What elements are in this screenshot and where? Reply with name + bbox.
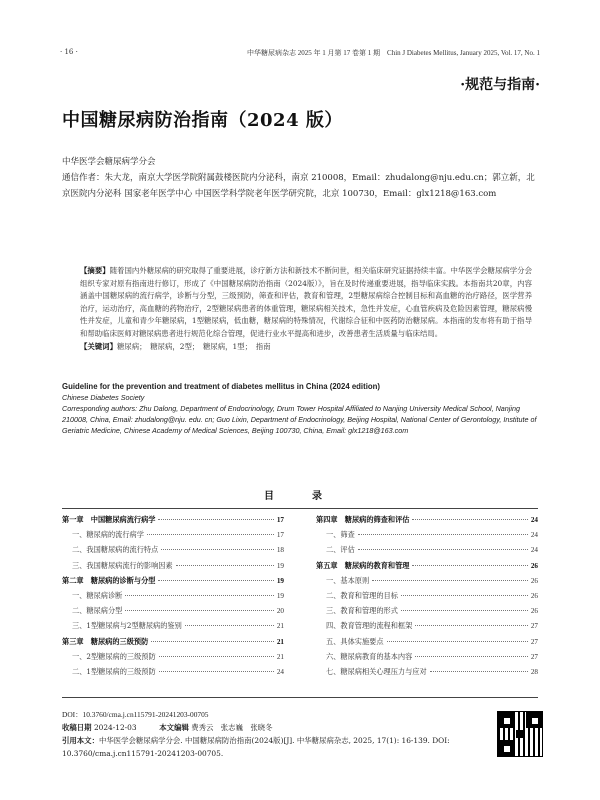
toc-entry-page: 21 [276, 652, 284, 661]
toc-entry-title: 二、1型糖尿病的三级预防 [72, 666, 156, 676]
toc-section-entry[interactable] [62, 621, 284, 636]
toc-entry-title: 一、2型糖尿病的三级预防 [72, 651, 156, 661]
toc-entry-page: 20 [276, 607, 284, 616]
article-title: 中国糖尿病防治指南（2024 版） [62, 110, 343, 131]
editor-names: 费秀云 张志巍 张晓冬 [191, 723, 273, 732]
toc-entry-page: 27 [530, 652, 538, 661]
toc-entry-title: 一、糖尿病的流行病学 [72, 530, 144, 540]
toc-left-column [62, 515, 284, 682]
toc-entry-title: 四、教育管理的流程和框架 [326, 621, 413, 631]
toc-section-entry[interactable] [316, 591, 538, 606]
toc-top-rule [62, 508, 538, 509]
english-society: Chinese Diabetes Society [62, 393, 145, 402]
toc-dot-leader [158, 519, 273, 520]
toc-dot-leader [159, 656, 274, 657]
toc-section-entry[interactable] [62, 652, 284, 667]
toc-entry-page: 27 [530, 637, 538, 646]
chinese-abstract [80, 265, 532, 354]
toc-section-entry[interactable] [62, 606, 284, 621]
corresponding-authors: 通信作者：朱大龙，南京大学医学院附属鼓楼医院内分泌科，南京 210008，Email：zhudalong@nju.edu.cn；郭立新，北京医院内分泌科 国家老年医学中心 中国医学科学院老年医学研究院，北京 100730，Email：glx1218@163.com [62, 173, 535, 199]
toc-section-entry[interactable] [62, 545, 284, 560]
toc-section-entry[interactable] [316, 576, 538, 591]
toc-entry-page: 24 [276, 667, 284, 676]
toc-dot-leader [185, 625, 274, 626]
received-date: 2024-12-03 [93, 723, 137, 732]
page-number: · 16 · [60, 48, 78, 56]
toc-section-entry[interactable] [316, 606, 538, 621]
toc-entry-title: 第四章 糖尿病的筛查和评估 [316, 515, 410, 524]
toc-dot-leader [430, 671, 528, 672]
toc-bottom-rule [62, 697, 538, 698]
article-footer [62, 708, 462, 760]
toc-chapter-entry[interactable] [62, 637, 284, 652]
toc-entry-title: 五、具体实施要点 [326, 636, 384, 646]
author-block [62, 154, 542, 202]
toc-entry-page: 24 [530, 546, 538, 555]
running-header [60, 48, 540, 58]
doi-line[interactable]: DOI：10.3760/cma.j.cn115791-20241203-00705 [62, 710, 209, 719]
toc-entry-page: 26 [530, 576, 538, 585]
toc-entry-page: 24 [530, 531, 538, 540]
toc-dot-leader [401, 595, 528, 596]
toc-dot-leader [358, 549, 528, 550]
toc-section-entry[interactable] [62, 591, 284, 606]
toc-dot-leader [151, 641, 274, 642]
citation-label: 引用本文： [62, 736, 99, 745]
toc-chapter-entry[interactable] [62, 515, 284, 530]
toc-dot-leader [161, 549, 274, 550]
toc-entry-title: 七、糖尿病相关心理压力与应对 [326, 666, 427, 676]
toc-entry-title: 一、糖尿病诊断 [72, 590, 123, 600]
toc-dot-leader [159, 671, 274, 672]
toc-entry-page: 24 [530, 516, 538, 524]
citation-text: 中华医学会糖尿病学分会. 中国糖尿病防治指南(2024版)[J]. 中华糖尿病杂志, 2025, 17(1): 16-139. DOI: 10.3760/cma.j.cn115791-20241203-00705. [62, 736, 450, 758]
toc-dot-leader [125, 610, 273, 611]
toc-entry-page: 17 [276, 531, 284, 540]
toc-section-entry[interactable] [62, 530, 284, 545]
toc-entry-title: 第二章 糖尿病的诊断与分型 [62, 575, 156, 585]
toc-section-entry[interactable] [62, 561, 284, 576]
toc-dot-leader [125, 595, 273, 596]
keywords-label: 【关键词】 [80, 342, 117, 351]
english-correspondence: Corresponding authors: Zhu Dalong, Department of Endocrinology, Drum Tower Hospital Affiliated to Nanjing University Medical School, Nanjing 210008, China, Email: zhudalong@nju. edu. cn; Guo Lixin, Department of Endocrinology, Beijing Hospital, National Center of Gerontology, Institute of Geriatric Medicine, Chinese Academy of Medical Sciences, Beijing 100730, China, Email: glx1218@163.com [62, 404, 537, 435]
toc-entry-title: 三、教育和管理的形式 [326, 606, 398, 616]
toc-dot-leader [412, 519, 527, 520]
toc-entry-page: 28 [530, 667, 538, 676]
toc-entry-title: 三、我国糖尿病流行的影响因素 [72, 560, 173, 570]
toc-entry-page: 18 [276, 546, 284, 555]
toc-dot-leader [415, 625, 528, 626]
toc-dot-leader [387, 641, 528, 642]
toc-entry-title: 第三章 糖尿病的三级预防 [62, 636, 149, 646]
toc-entry-page: 27 [530, 622, 538, 631]
toc-dot-leader [158, 580, 273, 581]
author-society: 中华医学会糖尿病学分会 [62, 157, 156, 167]
toc-entry-title: 第一章 中国糖尿病流行病学 [62, 515, 156, 524]
toc-entry-page: 17 [276, 516, 284, 524]
toc-entry-page: 26 [530, 607, 538, 616]
toc-entry-title: 六、糖尿病教育的基本内容 [326, 651, 413, 661]
abstract-label: 【摘要】 [80, 266, 110, 275]
english-title: Guideline for the prevention and treatment of diabetes mellitus in China (2024 edition) [62, 382, 380, 391]
toc-entry-title: 一、筛查 [326, 530, 355, 540]
keywords-text: 糖尿病； 糖尿病，2型； 糖尿病，1型； 指南 [116, 342, 271, 351]
toc-section-entry[interactable] [316, 530, 538, 545]
toc-entry-page: 26 [530, 561, 538, 570]
received-label: 收稿日期 [62, 723, 92, 732]
toc-entry-page: 21 [276, 637, 284, 646]
toc-heading: 目 录 [264, 491, 336, 502]
toc-entry-title: 二、评估 [326, 545, 355, 555]
toc-entry-page: 19 [276, 576, 284, 585]
editor-label: 本文编辑 [159, 723, 189, 732]
toc-entry-title: 二、教育和管理的目标 [326, 590, 398, 600]
toc-entry-title: 二、糖尿病分型 [72, 606, 123, 616]
toc-entry-title: 一、基本原则 [326, 575, 370, 585]
citation-line [62, 734, 462, 760]
keywords-line [80, 341, 532, 354]
english-header-block [62, 381, 542, 436]
toc-right-column [316, 515, 538, 682]
toc-section-entry[interactable] [316, 545, 538, 560]
section-tag: ·规范与指南· [460, 77, 540, 93]
toc-section-entry[interactable] [316, 621, 538, 636]
qr-code-icon[interactable] [497, 711, 543, 757]
toc-section-entry[interactable] [316, 637, 538, 652]
qr-center-module [516, 730, 524, 738]
toc-entry-title: 三、1型糖尿病与2型糖尿病的鉴别 [72, 621, 182, 631]
toc-entry-page: 26 [530, 591, 538, 600]
toc-dot-leader [358, 534, 528, 535]
toc-section-entry[interactable] [316, 652, 538, 667]
toc-section-entry[interactable] [62, 667, 284, 682]
journal-citation-line: 中华糖尿病杂志 2025 年 1 月第 17 卷第 1 期 Chin J Diabetes Mellitus, January 2025, Vol. 17, No. 1 [247, 49, 540, 57]
toc-section-entry[interactable] [316, 667, 538, 682]
toc-dot-leader [372, 580, 528, 581]
toc-dot-leader [412, 565, 527, 566]
toc-dot-leader [176, 565, 274, 566]
toc-dot-leader [401, 610, 528, 611]
toc-chapter-entry[interactable] [62, 576, 284, 591]
toc-chapter-entry[interactable] [316, 561, 538, 576]
toc-entry-page: 19 [276, 561, 284, 570]
toc-entry-title: 第五章 糖尿病的教育和管理 [316, 560, 410, 570]
toc-entry-page: 19 [276, 591, 284, 600]
received-line [62, 721, 462, 734]
toc-entry-title: 二、我国糖尿病的流行特点 [72, 545, 159, 555]
toc-entry-page: 21 [276, 622, 284, 631]
toc-dot-leader [147, 534, 274, 535]
toc-dot-leader [415, 656, 528, 657]
toc-chapter-entry[interactable] [316, 515, 538, 530]
abstract-text: 随着国内外糖尿病的研究取得了重要进展，诊疗新方法和新技术不断问世，相关临床研究证据持续丰富。中华医学会糖尿病学分会组织专家对原有指南进行修订，形成了《中国糖尿病防治指南（2024版）》，旨在及时传递重要进展，指导临床实践。本指南共20章，内容涵盖中国糖尿病的流行病学，诊断与分型，三级预防，筛查和评估，教育和管理，2型糖尿病综合控制目标和高血糖的治疗路径，医学营养治疗，运动治疗，高血糖的药物治疗，2型糖尿病患者的体重管理，糖尿病相关技术，急性并发症，心血管疾病及危险因素管理，糖尿病慢性并发症，儿童和青少年糖尿病，1型糖尿病，低血糖，糖尿病的特殊情况，代谢综合征和中医药防治糖尿病。本指南的发布将有助于指导和帮助临床医师对糖尿病患者进行规范化综合管理，促进行业水平提高和进步，改善患者生活质量与临床结局。 [80, 266, 532, 338]
